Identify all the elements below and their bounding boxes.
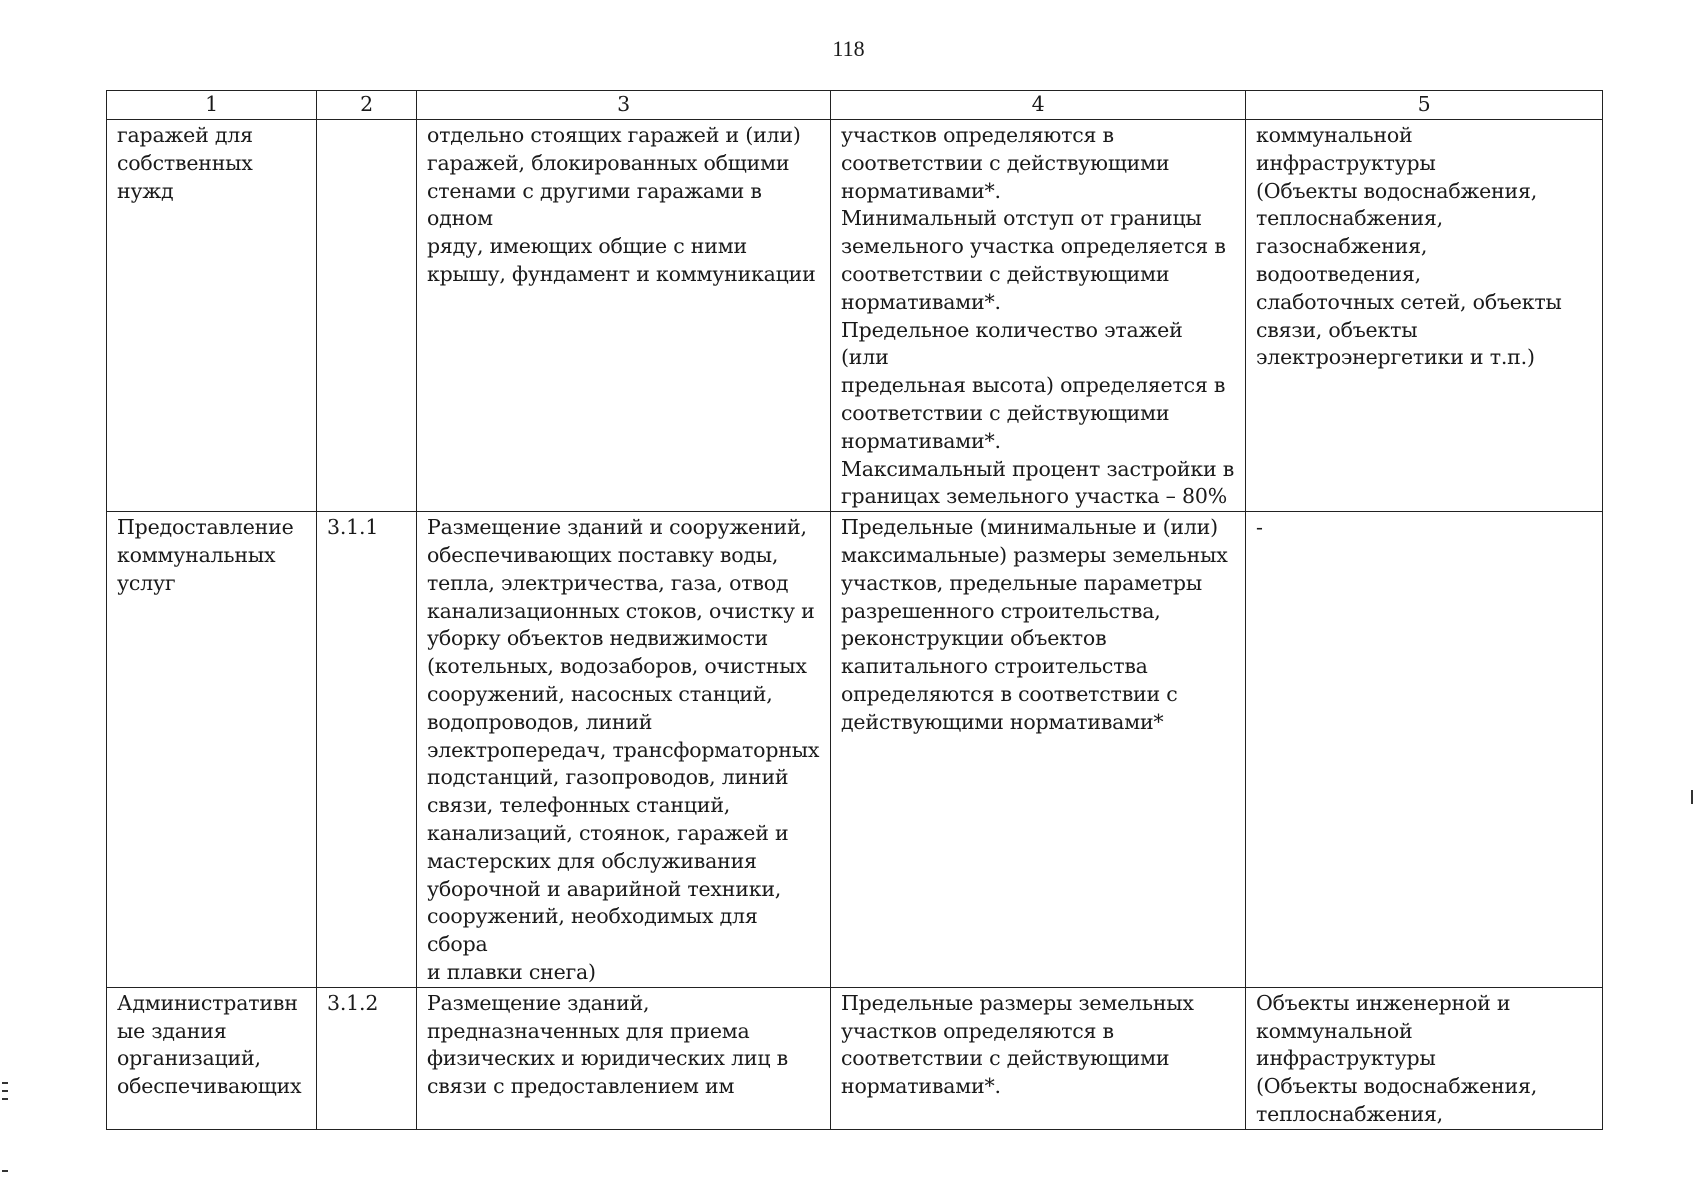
column-header-4: 4 xyxy=(831,91,1246,120)
table-header-row xyxy=(107,91,1603,120)
scan-artifact xyxy=(2,1098,8,1100)
use-name-cell: гаражей для собственных нужд xyxy=(107,120,317,512)
auxiliary-uses-cell: Объекты инженерной и коммунальной инфраструктуры (Объекты водоснабжения, теплоснабжения, xyxy=(1246,987,1603,1129)
use-description-cell: Размещение зданий, предназначенных для приема физических и юридических лиц в связи с предоставлением им xyxy=(417,987,831,1129)
parameters-cell: Предельные размеры земельных участков определяются в соответствии с действующими нормативами*. xyxy=(831,987,1246,1129)
use-code-cell: 3.1.1 xyxy=(317,512,417,988)
scan-artifact xyxy=(1691,790,1693,804)
auxiliary-uses-cell: коммунальной инфраструктуры (Объекты водоснабжения, теплоснабжения, газоснабжения, водоотведения, слаботочных сетей, объекты связи, объекты электроэнергетики и т.п.) xyxy=(1246,120,1603,512)
scan-artifact xyxy=(2,1170,8,1172)
scan-artifact xyxy=(2,1082,8,1084)
page-number: 118 xyxy=(832,36,865,61)
table-row xyxy=(107,120,1603,512)
use-code-cell: 3.1.2 xyxy=(317,987,417,1129)
use-description-cell: Размещение зданий и сооружений, обеспечивающих поставку воды, тепла, электричества, газа, отвод канализационных стоков, очистку и уборку объектов недвижимости (котельных, водозаборов, очистных сооружений, насосных станций, водопроводов, линий электропередач, трансформаторных подстанций, газопроводов, линий связи, телефонных станций, канализаций, стоянок, гаражей и мастерских для обслуживания уборочной и аварийной техники, сооружений, необходимых для сбора и плавки снега) xyxy=(417,512,831,988)
use-name-cell: Предоставление коммунальных услуг xyxy=(107,512,317,988)
parameters-cell: участков определяются в соответствии с действующими нормативами*. Минимальный отступ от границы земельного участка определяется в соответствии с действующими нормативами*. Предельное количество этажей (или предельная высота) определяется в соответствии с действующими нормативами*. Максимальный процент застройки в границах земельного участка – 80% xyxy=(831,120,1246,512)
parameters-cell: Предельные (минимальные и (или) максимальные) размеры земельных участков, предельные параметры разрешенного строительства, реконструкции объектов капитального строительства определяются в соответствии с действующими нормативами* xyxy=(831,512,1246,988)
scan-artifact xyxy=(2,1090,8,1092)
use-name-cell: Административн ые здания организаций, обеспечивающих xyxy=(107,987,317,1129)
auxiliary-uses-cell: - xyxy=(1246,512,1603,988)
column-header-3: 3 xyxy=(417,91,831,120)
table-row xyxy=(107,987,1603,1129)
zoning-regulations-table xyxy=(106,90,1603,1130)
column-header-5: 5 xyxy=(1246,91,1603,120)
table-row xyxy=(107,512,1603,988)
use-description-cell: отдельно стоящих гаражей и (или) гаражей, блокированных общими стенами с другими гаражами в одном ряду, имеющих общие с ними крышу, фундамент и коммуникации xyxy=(417,120,831,512)
column-header-2: 2 xyxy=(317,91,417,120)
use-code-cell xyxy=(317,120,417,512)
column-header-1: 1 xyxy=(107,91,317,120)
